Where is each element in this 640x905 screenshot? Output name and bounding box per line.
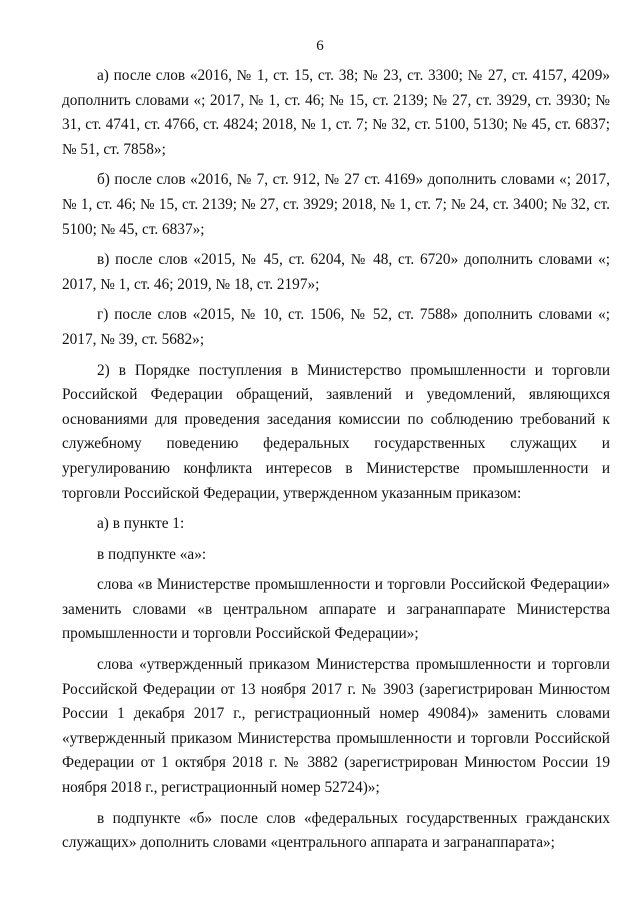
paragraph-amendment-v: в) после слов «2015, № 45, ст. 6204, № 48, ст. 6720» дополнить словами «; 2017, № 1, ст. 46; 2019, № 18, ст. 2197»;: [62, 251, 610, 293]
paragraph-subpoint-b: в подпункте «б» после слов «федеральных государственных гражданских служащих» дополнить словами «центрального аппарата и загранаппарата»;: [62, 809, 610, 852]
paragraph-replace-order: слова «утвержденный приказом Министерства промышленности и торговли Российской Федерации от 13 ноября 2017 г. № 3903 (зарегистрирован Минюстом России 1 декабря 2017 г., регистрационный номер 49084)» заменить словами «утвержденный приказом Министерства промышленности и торговли Российской Федерации от 1 октября 2018 г. № 3882 (зарегистрирован Минюстом России 19 ноября 2018 г., регистрационный номер 52724)»;: [62, 656, 610, 797]
paragraph-replace-ministry: слова «в Министерстве промышленности и торговли Российской Федерации» заменить словами «в центральном аппарате и загранаппарате Министерства промышленности и торговли Российской Федерации»;: [62, 576, 610, 643]
paragraph-point-1: а) в пункте 1:: [97, 515, 185, 533]
paragraph-amendment-a: а) после слов «2016, № 1, ст. 15, ст. 38; № 23, ст. 3300; № 27, ст. 4157, 4209» дополнить словами «; 2017, № 1, ст. 46; № 15, ст. 2139; № 27, ст. 3929, ст. 3930; № 31, ст. 4741, ст. 4766, ст. 4824; 2018, № 1, ст. 7; № 32, ст. 5100, 5130; № 45, ст. 6837; № 51, ст. 7858»;: [62, 67, 610, 158]
page-number: 6: [316, 38, 324, 54]
document-body: [62, 64, 610, 856]
paragraph-subpoint-a: в подпункте «а»:: [97, 545, 207, 563]
paragraph-amendment-g: г) после слов «2015, № 10, ст. 1506, № 52, ст. 7588» дополнить словами «; 2017, № 39, ст. 5682»;: [62, 306, 610, 348]
paragraph-amendment-b: б) после слов «2016, № 7, ст. 912, № 27 ст. 4169» дополнить словами «; 2017, № 1, ст. 46; № 15, ст. 2139; № 27, ст. 3929; 2018, № 1, ст. 7; № 24, ст. 3400; № 32, ст. 5100; № 45, ст. 6837»;: [62, 171, 610, 238]
paragraph-item-2: 2) в Порядке поступления в Министерство промышленности и торговли Российской Федерации обращений, заявлений и уведомлений, являющихся основаниями для проведения заседания комиссии по соблюдению требований к служебному поведению федеральных государственных служащих и урегулированию конфликта интересов в Министерстве промышленности и торговли Российской Федерации, утвержденном указанным приказом:: [62, 361, 610, 502]
